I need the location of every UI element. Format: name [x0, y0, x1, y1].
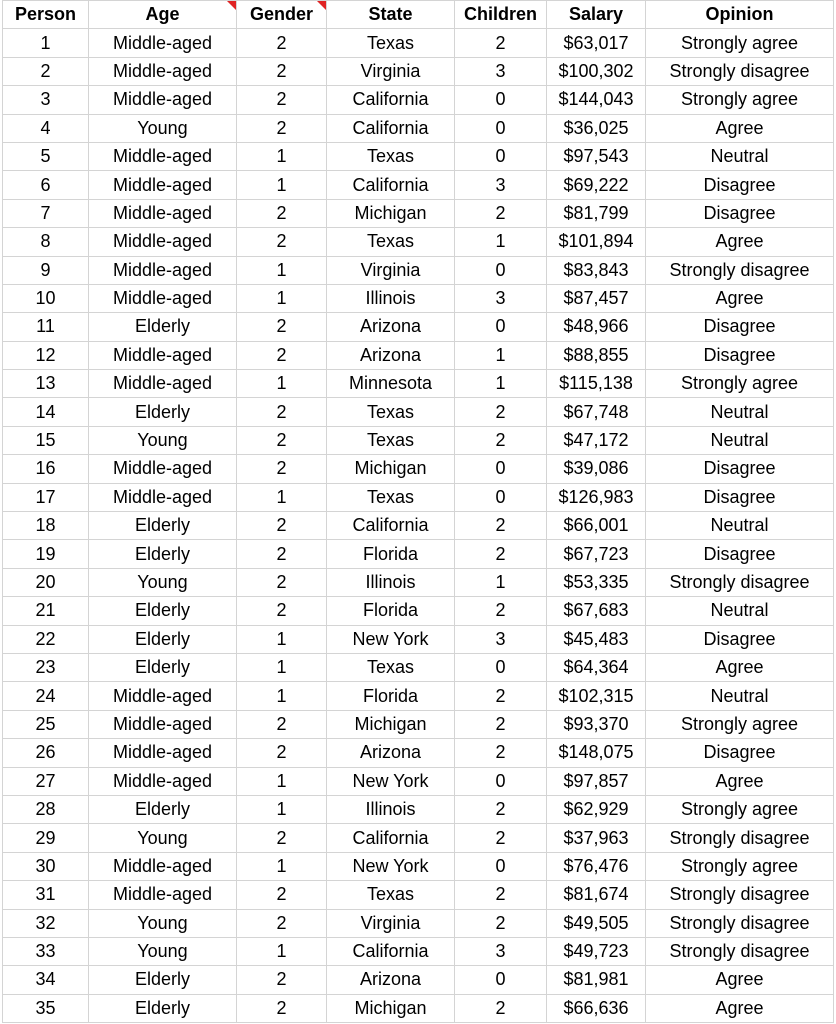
cell-person[interactable]: 3: [3, 86, 89, 114]
cell-age[interactable]: Middle-aged: [89, 29, 237, 57]
table-row: [3, 284, 834, 312]
cell-state[interactable]: Texas: [327, 881, 455, 909]
cell-state[interactable]: California: [327, 512, 455, 540]
cell-gender[interactable]: 2: [237, 86, 327, 114]
cell-age[interactable]: Middle-aged: [89, 171, 237, 199]
table-row: [3, 540, 834, 568]
cell-person[interactable]: 25: [3, 710, 89, 738]
cell-state[interactable]: Florida: [327, 682, 455, 710]
cell-age[interactable]: Elderly: [89, 994, 237, 1022]
cell-gender[interactable]: 2: [237, 199, 327, 227]
cell-state[interactable]: New York: [327, 852, 455, 880]
header-age[interactable]: [89, 1, 237, 29]
cell-person[interactable]: 5: [3, 142, 89, 170]
cell-person[interactable]: 21: [3, 597, 89, 625]
header-row: [3, 1, 834, 29]
cell-opinion[interactable]: Disagree: [646, 540, 834, 568]
cell-salary[interactable]: $126,983: [547, 483, 646, 511]
cell-gender[interactable]: 2: [237, 114, 327, 142]
cell-salary[interactable]: $81,799: [547, 199, 646, 227]
table-row: [3, 483, 834, 511]
cell-opinion[interactable]: Neutral: [646, 512, 834, 540]
cell-gender[interactable]: 2: [237, 313, 327, 341]
header-label: Gender: [249, 4, 314, 25]
cell-opinion[interactable]: Strongly agree: [646, 29, 834, 57]
table-row: [3, 426, 834, 454]
table-row: [3, 228, 834, 256]
cell-gender[interactable]: 1: [237, 795, 327, 823]
cell-gender[interactable]: 1: [237, 171, 327, 199]
header-label: Opinion: [705, 4, 774, 25]
cell-age[interactable]: Middle-aged: [89, 767, 237, 795]
cell-opinion[interactable]: Strongly disagree: [646, 909, 834, 937]
cell-opinion[interactable]: Strongly agree: [646, 795, 834, 823]
cell-age[interactable]: Young: [89, 568, 237, 596]
cell-gender[interactable]: 1: [237, 653, 327, 681]
cell-person[interactable]: 17: [3, 483, 89, 511]
cell-gender[interactable]: 2: [237, 710, 327, 738]
cell-opinion[interactable]: Disagree: [646, 455, 834, 483]
cell-opinion[interactable]: Disagree: [646, 171, 834, 199]
cell-age[interactable]: Middle-aged: [89, 682, 237, 710]
cell-age[interactable]: Elderly: [89, 398, 237, 426]
cell-age[interactable]: Elderly: [89, 653, 237, 681]
header-label: Person: [14, 4, 77, 25]
cell-salary[interactable]: $100,302: [547, 57, 646, 85]
cell-opinion[interactable]: Agree: [646, 966, 834, 994]
cell-age[interactable]: Elderly: [89, 512, 237, 540]
cell-children[interactable]: 2: [455, 426, 547, 454]
cell-age[interactable]: Middle-aged: [89, 739, 237, 767]
cell-salary[interactable]: $87,457: [547, 284, 646, 312]
cell-state[interactable]: Florida: [327, 540, 455, 568]
cell-opinion[interactable]: Strongly disagree: [646, 881, 834, 909]
header-label: State: [368, 4, 413, 25]
table-row: [3, 881, 834, 909]
cell-gender[interactable]: 2: [237, 881, 327, 909]
cell-person[interactable]: 31: [3, 881, 89, 909]
table-row: [3, 739, 834, 767]
cell-age[interactable]: Elderly: [89, 625, 237, 653]
cell-children[interactable]: 2: [455, 398, 547, 426]
cell-salary[interactable]: $49,505: [547, 909, 646, 937]
header-person[interactable]: [3, 1, 89, 29]
cell-gender[interactable]: 1: [237, 370, 327, 398]
table-row: [3, 114, 834, 142]
cell-age[interactable]: Elderly: [89, 597, 237, 625]
table-row: [3, 767, 834, 795]
cell-gender[interactable]: 2: [237, 540, 327, 568]
cell-salary[interactable]: $39,086: [547, 455, 646, 483]
cell-age[interactable]: Middle-aged: [89, 455, 237, 483]
cell-state[interactable]: Texas: [327, 142, 455, 170]
header-label: Age: [145, 4, 180, 25]
table-row: [3, 199, 834, 227]
cell-children[interactable]: 2: [455, 795, 547, 823]
table-row: [3, 710, 834, 738]
cell-age[interactable]: Elderly: [89, 313, 237, 341]
cell-children[interactable]: 0: [455, 114, 547, 142]
cell-age[interactable]: Elderly: [89, 540, 237, 568]
cell-gender[interactable]: 2: [237, 426, 327, 454]
cell-children[interactable]: 0: [455, 142, 547, 170]
cell-person[interactable]: 6: [3, 171, 89, 199]
cell-gender[interactable]: 1: [237, 483, 327, 511]
cell-person[interactable]: 24: [3, 682, 89, 710]
cell-age[interactable]: Young: [89, 114, 237, 142]
cell-gender[interactable]: 2: [237, 228, 327, 256]
cell-age[interactable]: Middle-aged: [89, 86, 237, 114]
cell-children[interactable]: 0: [455, 483, 547, 511]
cell-age[interactable]: Middle-aged: [89, 199, 237, 227]
cell-age[interactable]: Young: [89, 909, 237, 937]
table-row: [3, 86, 834, 114]
cell-gender[interactable]: 1: [237, 852, 327, 880]
cell-gender[interactable]: 2: [237, 512, 327, 540]
table-row: [3, 512, 834, 540]
cell-gender[interactable]: 2: [237, 824, 327, 852]
table-body: [3, 29, 834, 1023]
cell-children[interactable]: 2: [455, 994, 547, 1022]
cell-state[interactable]: California: [327, 937, 455, 965]
header-children[interactable]: [455, 1, 547, 29]
cell-salary[interactable]: $48,966: [547, 313, 646, 341]
cell-children[interactable]: 3: [455, 625, 547, 653]
cell-opinion[interactable]: Disagree: [646, 199, 834, 227]
cell-salary[interactable]: $66,636: [547, 994, 646, 1022]
cell-opinion[interactable]: Neutral: [646, 426, 834, 454]
comment-indicator-icon[interactable]: [317, 1, 326, 10]
comment-indicator-icon[interactable]: [227, 1, 236, 10]
cell-state[interactable]: Illinois: [327, 284, 455, 312]
cell-salary[interactable]: $93,370: [547, 710, 646, 738]
cell-gender[interactable]: 1: [237, 937, 327, 965]
cell-person[interactable]: 20: [3, 568, 89, 596]
cell-age[interactable]: Middle-aged: [89, 710, 237, 738]
cell-state[interactable]: California: [327, 114, 455, 142]
cell-person[interactable]: 23: [3, 653, 89, 681]
cell-children[interactable]: 0: [455, 455, 547, 483]
cell-opinion[interactable]: Agree: [646, 994, 834, 1022]
cell-person[interactable]: 2: [3, 57, 89, 85]
cell-age[interactable]: Middle-aged: [89, 142, 237, 170]
cell-salary[interactable]: $102,315: [547, 682, 646, 710]
cell-person[interactable]: 16: [3, 455, 89, 483]
header-gender[interactable]: [237, 1, 327, 29]
cell-salary[interactable]: $37,963: [547, 824, 646, 852]
cell-state[interactable]: Arizona: [327, 966, 455, 994]
cell-gender[interactable]: 2: [237, 597, 327, 625]
cell-opinion[interactable]: Agree: [646, 114, 834, 142]
table-row: [3, 171, 834, 199]
cell-salary[interactable]: $63,017: [547, 29, 646, 57]
table-row: [3, 29, 834, 57]
cell-person[interactable]: 10: [3, 284, 89, 312]
cell-person[interactable]: 33: [3, 937, 89, 965]
cell-person[interactable]: 30: [3, 852, 89, 880]
cell-person[interactable]: 4: [3, 114, 89, 142]
cell-opinion[interactable]: Neutral: [646, 142, 834, 170]
cell-state[interactable]: Texas: [327, 29, 455, 57]
cell-children[interactable]: 0: [455, 86, 547, 114]
cell-salary[interactable]: $88,855: [547, 341, 646, 369]
header-salary[interactable]: [547, 1, 646, 29]
cell-opinion[interactable]: Agree: [646, 284, 834, 312]
table-row: [3, 824, 834, 852]
table-row: [3, 966, 834, 994]
cell-state[interactable]: Texas: [327, 398, 455, 426]
cell-opinion[interactable]: Disagree: [646, 341, 834, 369]
cell-state[interactable]: Illinois: [327, 568, 455, 596]
cell-opinion[interactable]: Agree: [646, 228, 834, 256]
cell-gender[interactable]: 1: [237, 625, 327, 653]
cell-salary[interactable]: $45,483: [547, 625, 646, 653]
table-row: [3, 682, 834, 710]
cell-opinion[interactable]: Neutral: [646, 682, 834, 710]
cell-person[interactable]: 32: [3, 909, 89, 937]
cell-opinion[interactable]: Disagree: [646, 739, 834, 767]
cell-children[interactable]: 0: [455, 256, 547, 284]
cell-children[interactable]: 2: [455, 597, 547, 625]
cell-age[interactable]: Middle-aged: [89, 881, 237, 909]
cell-person[interactable]: 15: [3, 426, 89, 454]
cell-gender[interactable]: 2: [237, 739, 327, 767]
cell-person[interactable]: 8: [3, 228, 89, 256]
cell-children[interactable]: 1: [455, 341, 547, 369]
cell-state[interactable]: Arizona: [327, 739, 455, 767]
cell-children[interactable]: 0: [455, 966, 547, 994]
cell-children[interactable]: 3: [455, 937, 547, 965]
cell-person[interactable]: 28: [3, 795, 89, 823]
cell-gender[interactable]: 2: [237, 398, 327, 426]
cell-person[interactable]: 35: [3, 994, 89, 1022]
cell-salary[interactable]: $49,723: [547, 937, 646, 965]
cell-age[interactable]: Middle-aged: [89, 57, 237, 85]
table-row: [3, 625, 834, 653]
header-label: Children: [463, 4, 537, 25]
table-row: [3, 398, 834, 426]
table-row: [3, 256, 834, 284]
cell-children[interactable]: 1: [455, 228, 547, 256]
cell-salary[interactable]: $47,172: [547, 426, 646, 454]
cell-children[interactable]: 0: [455, 653, 547, 681]
cell-age[interactable]: Middle-aged: [89, 284, 237, 312]
cell-salary[interactable]: $67,723: [547, 540, 646, 568]
cell-opinion[interactable]: Neutral: [646, 597, 834, 625]
cell-salary[interactable]: $67,683: [547, 597, 646, 625]
cell-children[interactable]: 2: [455, 710, 547, 738]
cell-salary[interactable]: $69,222: [547, 171, 646, 199]
cell-person[interactable]: 9: [3, 256, 89, 284]
cell-children[interactable]: 0: [455, 852, 547, 880]
cell-children[interactable]: 2: [455, 29, 547, 57]
cell-children[interactable]: 1: [455, 568, 547, 596]
table-row: [3, 852, 834, 880]
cell-state[interactable]: New York: [327, 625, 455, 653]
table-row: [3, 455, 834, 483]
cell-salary[interactable]: $148,075: [547, 739, 646, 767]
cell-age[interactable]: Middle-aged: [89, 256, 237, 284]
cell-gender[interactable]: 1: [237, 256, 327, 284]
cell-gender[interactable]: 2: [237, 455, 327, 483]
cell-state[interactable]: California: [327, 171, 455, 199]
cell-salary[interactable]: $62,929: [547, 795, 646, 823]
cell-age[interactable]: Middle-aged: [89, 228, 237, 256]
cell-salary[interactable]: $76,476: [547, 852, 646, 880]
cell-opinion[interactable]: Strongly disagree: [646, 57, 834, 85]
cell-state[interactable]: Minnesota: [327, 370, 455, 398]
cell-age[interactable]: Elderly: [89, 795, 237, 823]
cell-children[interactable]: 2: [455, 682, 547, 710]
cell-opinion[interactable]: Agree: [646, 653, 834, 681]
cell-opinion[interactable]: Strongly agree: [646, 370, 834, 398]
cell-gender[interactable]: 2: [237, 909, 327, 937]
table-row: [3, 653, 834, 681]
table-row: [3, 313, 834, 341]
cell-person[interactable]: 11: [3, 313, 89, 341]
cell-salary[interactable]: $81,981: [547, 966, 646, 994]
cell-children[interactable]: 3: [455, 284, 547, 312]
cell-children[interactable]: 2: [455, 824, 547, 852]
cell-children[interactable]: 2: [455, 909, 547, 937]
cell-state[interactable]: Michigan: [327, 455, 455, 483]
cell-salary[interactable]: $67,748: [547, 398, 646, 426]
cell-gender[interactable]: 1: [237, 767, 327, 795]
cell-salary[interactable]: $66,001: [547, 512, 646, 540]
cell-person[interactable]: 18: [3, 512, 89, 540]
cell-state[interactable]: Michigan: [327, 994, 455, 1022]
table-row: [3, 909, 834, 937]
cell-salary[interactable]: $101,894: [547, 228, 646, 256]
cell-salary[interactable]: $97,543: [547, 142, 646, 170]
cell-children[interactable]: 2: [455, 739, 547, 767]
cell-age[interactable]: Middle-aged: [89, 852, 237, 880]
cell-state[interactable]: Texas: [327, 653, 455, 681]
cell-state[interactable]: Arizona: [327, 341, 455, 369]
table-row: [3, 994, 834, 1022]
header-state[interactable]: [327, 1, 455, 29]
cell-person[interactable]: 34: [3, 966, 89, 994]
table-row: [3, 597, 834, 625]
cell-state[interactable]: California: [327, 824, 455, 852]
cell-gender[interactable]: 2: [237, 994, 327, 1022]
cell-state[interactable]: Michigan: [327, 710, 455, 738]
table-row: [3, 795, 834, 823]
cell-opinion[interactable]: Strongly agree: [646, 710, 834, 738]
header-label: Salary: [568, 4, 624, 25]
cell-age[interactable]: Middle-aged: [89, 483, 237, 511]
cell-children[interactable]: 2: [455, 881, 547, 909]
cell-state[interactable]: Virginia: [327, 57, 455, 85]
cell-state[interactable]: Michigan: [327, 199, 455, 227]
cell-age[interactable]: Elderly: [89, 966, 237, 994]
cell-person[interactable]: 27: [3, 767, 89, 795]
cell-age[interactable]: Young: [89, 426, 237, 454]
cell-opinion[interactable]: Strongly agree: [646, 86, 834, 114]
cell-state[interactable]: California: [327, 86, 455, 114]
table-row: [3, 341, 834, 369]
cell-state[interactable]: Florida: [327, 597, 455, 625]
cell-children[interactable]: 0: [455, 767, 547, 795]
cell-opinion[interactable]: Strongly disagree: [646, 824, 834, 852]
cell-state[interactable]: Illinois: [327, 795, 455, 823]
cell-state[interactable]: Arizona: [327, 313, 455, 341]
cell-opinion[interactable]: Agree: [646, 767, 834, 795]
cell-children[interactable]: 1: [455, 370, 547, 398]
cell-children[interactable]: 2: [455, 512, 547, 540]
cell-children[interactable]: 3: [455, 57, 547, 85]
cell-opinion[interactable]: Disagree: [646, 625, 834, 653]
cell-person[interactable]: 19: [3, 540, 89, 568]
cell-gender[interactable]: 2: [237, 57, 327, 85]
cell-person[interactable]: 7: [3, 199, 89, 227]
table-row: [3, 57, 834, 85]
header-opinion[interactable]: [646, 1, 834, 29]
cell-age[interactable]: Middle-aged: [89, 370, 237, 398]
cell-opinion[interactable]: Strongly disagree: [646, 937, 834, 965]
cell-gender[interactable]: 1: [237, 142, 327, 170]
cell-state[interactable]: Texas: [327, 483, 455, 511]
cell-opinion[interactable]: Strongly disagree: [646, 568, 834, 596]
cell-salary[interactable]: $83,843: [547, 256, 646, 284]
cell-state[interactable]: Virginia: [327, 909, 455, 937]
cell-children[interactable]: 3: [455, 171, 547, 199]
cell-salary[interactable]: $97,857: [547, 767, 646, 795]
cell-person[interactable]: 26: [3, 739, 89, 767]
cell-age[interactable]: Young: [89, 824, 237, 852]
table-row: [3, 142, 834, 170]
cell-gender[interactable]: 2: [237, 341, 327, 369]
cell-salary[interactable]: $53,335: [547, 568, 646, 596]
cell-opinion[interactable]: Strongly disagree: [646, 256, 834, 284]
cell-salary[interactable]: $115,138: [547, 370, 646, 398]
cell-salary[interactable]: $64,364: [547, 653, 646, 681]
cell-state[interactable]: Texas: [327, 426, 455, 454]
cell-opinion[interactable]: Disagree: [646, 483, 834, 511]
cell-person[interactable]: 29: [3, 824, 89, 852]
cell-person[interactable]: 12: [3, 341, 89, 369]
cell-salary[interactable]: $81,674: [547, 881, 646, 909]
cell-age[interactable]: Middle-aged: [89, 341, 237, 369]
cell-gender[interactable]: 2: [237, 568, 327, 596]
cell-opinion[interactable]: Disagree: [646, 313, 834, 341]
table-row: [3, 937, 834, 965]
data-table: [2, 0, 834, 1023]
cell-gender[interactable]: 2: [237, 29, 327, 57]
cell-gender[interactable]: 1: [237, 682, 327, 710]
cell-children[interactable]: 0: [455, 313, 547, 341]
cell-children[interactable]: 2: [455, 540, 547, 568]
cell-person[interactable]: 22: [3, 625, 89, 653]
cell-gender[interactable]: 1: [237, 284, 327, 312]
cell-age[interactable]: Young: [89, 937, 237, 965]
cell-state[interactable]: New York: [327, 767, 455, 795]
cell-children[interactable]: 2: [455, 199, 547, 227]
cell-person[interactable]: 13: [3, 370, 89, 398]
cell-opinion[interactable]: Neutral: [646, 398, 834, 426]
table-row: [3, 370, 834, 398]
cell-opinion[interactable]: Strongly agree: [646, 852, 834, 880]
cell-state[interactable]: Texas: [327, 228, 455, 256]
cell-state[interactable]: Virginia: [327, 256, 455, 284]
cell-person[interactable]: 14: [3, 398, 89, 426]
cell-salary[interactable]: $144,043: [547, 86, 646, 114]
cell-person[interactable]: 1: [3, 29, 89, 57]
table-row: [3, 568, 834, 596]
cell-salary[interactable]: $36,025: [547, 114, 646, 142]
cell-gender[interactable]: 2: [237, 966, 327, 994]
